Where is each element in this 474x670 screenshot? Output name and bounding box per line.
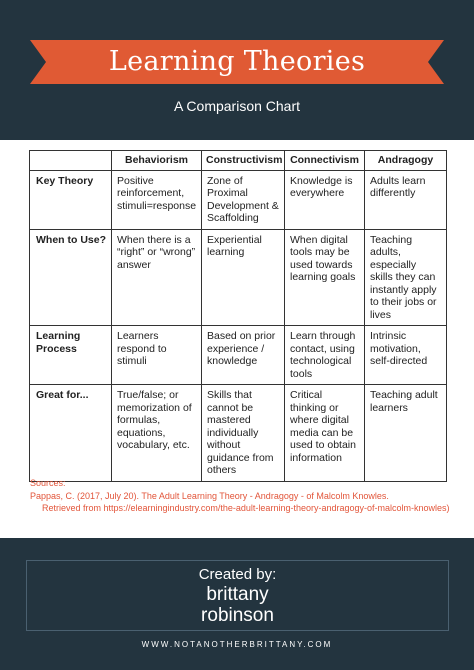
row-label: Great for... (30, 385, 112, 482)
table-cell: When there is a “right” or “wrong” answer (112, 229, 202, 326)
table-header-cell: Behaviorism (112, 151, 202, 171)
source-link[interactable]: Retrieved from https://elearningindustry.com/the-adult-learning-theory-andragogy-of-malcolm-knowles) (42, 503, 450, 513)
title-banner (30, 40, 444, 84)
page-subtitle: A Comparison Chart (173, 98, 301, 114)
table-cell: Adults learn differently (365, 170, 447, 229)
table-row (30, 170, 447, 229)
table-cell: Teaching adult learners (365, 385, 447, 482)
credit-label: Created by: (198, 566, 277, 583)
table-cell: Learners respond to stimuli (112, 326, 202, 385)
table-cell: Zone of Proximal Development & Scaffolding (202, 170, 285, 229)
row-label: Learning Process (30, 326, 112, 385)
table-cell: Based on prior experience / knowledge (202, 326, 285, 385)
table-header-cell: Connectivism (285, 151, 365, 171)
table-header-cell: Constructivism (202, 151, 285, 171)
table-cell: Teaching adults, especially skills they can instantly apply to their jobs or lives (365, 229, 447, 326)
table-header-row (30, 151, 447, 171)
author-last-name: robinson (201, 605, 274, 626)
table-cell: Critical thinking or where digital media can be used to obtain information (285, 385, 365, 482)
table-row (30, 326, 447, 385)
page-title: Learning Theories (108, 46, 366, 77)
table-cell: True/false; or memorization of formulas, equations, vocabulary, etc. (112, 385, 202, 482)
table-cell: Knowledge is everywhere (285, 170, 365, 229)
comparison-table (29, 150, 447, 482)
row-label: When to Use? (30, 229, 112, 326)
table-header-cell (30, 151, 112, 171)
table-header-cell: Andragogy (365, 151, 447, 171)
author-first-name: brittany (206, 584, 269, 605)
table-row (30, 385, 447, 482)
table-cell: Intrinsic motivation, self-directed (365, 326, 447, 385)
row-label: Key Theory (30, 170, 112, 229)
table-cell: Experiential learning (202, 229, 285, 326)
source-citation: Pappas, C. (2017, July 20). The Adult Learning Theory - Andragogy - of Malcolm Knowles. (30, 490, 389, 501)
table-cell: Skills that cannot be mastered individually without guidance from others (202, 385, 285, 482)
sources-heading: Sources: (30, 478, 66, 488)
credit-box (26, 560, 449, 631)
table-cell: Learn through contact, using technological tools (285, 326, 365, 385)
author-name (27, 584, 448, 626)
website-link[interactable]: WWW.NOTANOTHERBRITTANY.COM (141, 640, 333, 649)
table-row (30, 229, 447, 326)
table-cell: When digital tools may be used towards learning goals (285, 229, 365, 326)
sources-section (30, 477, 460, 515)
table-cell: Positive reinforcement, stimuli=response (112, 170, 202, 229)
